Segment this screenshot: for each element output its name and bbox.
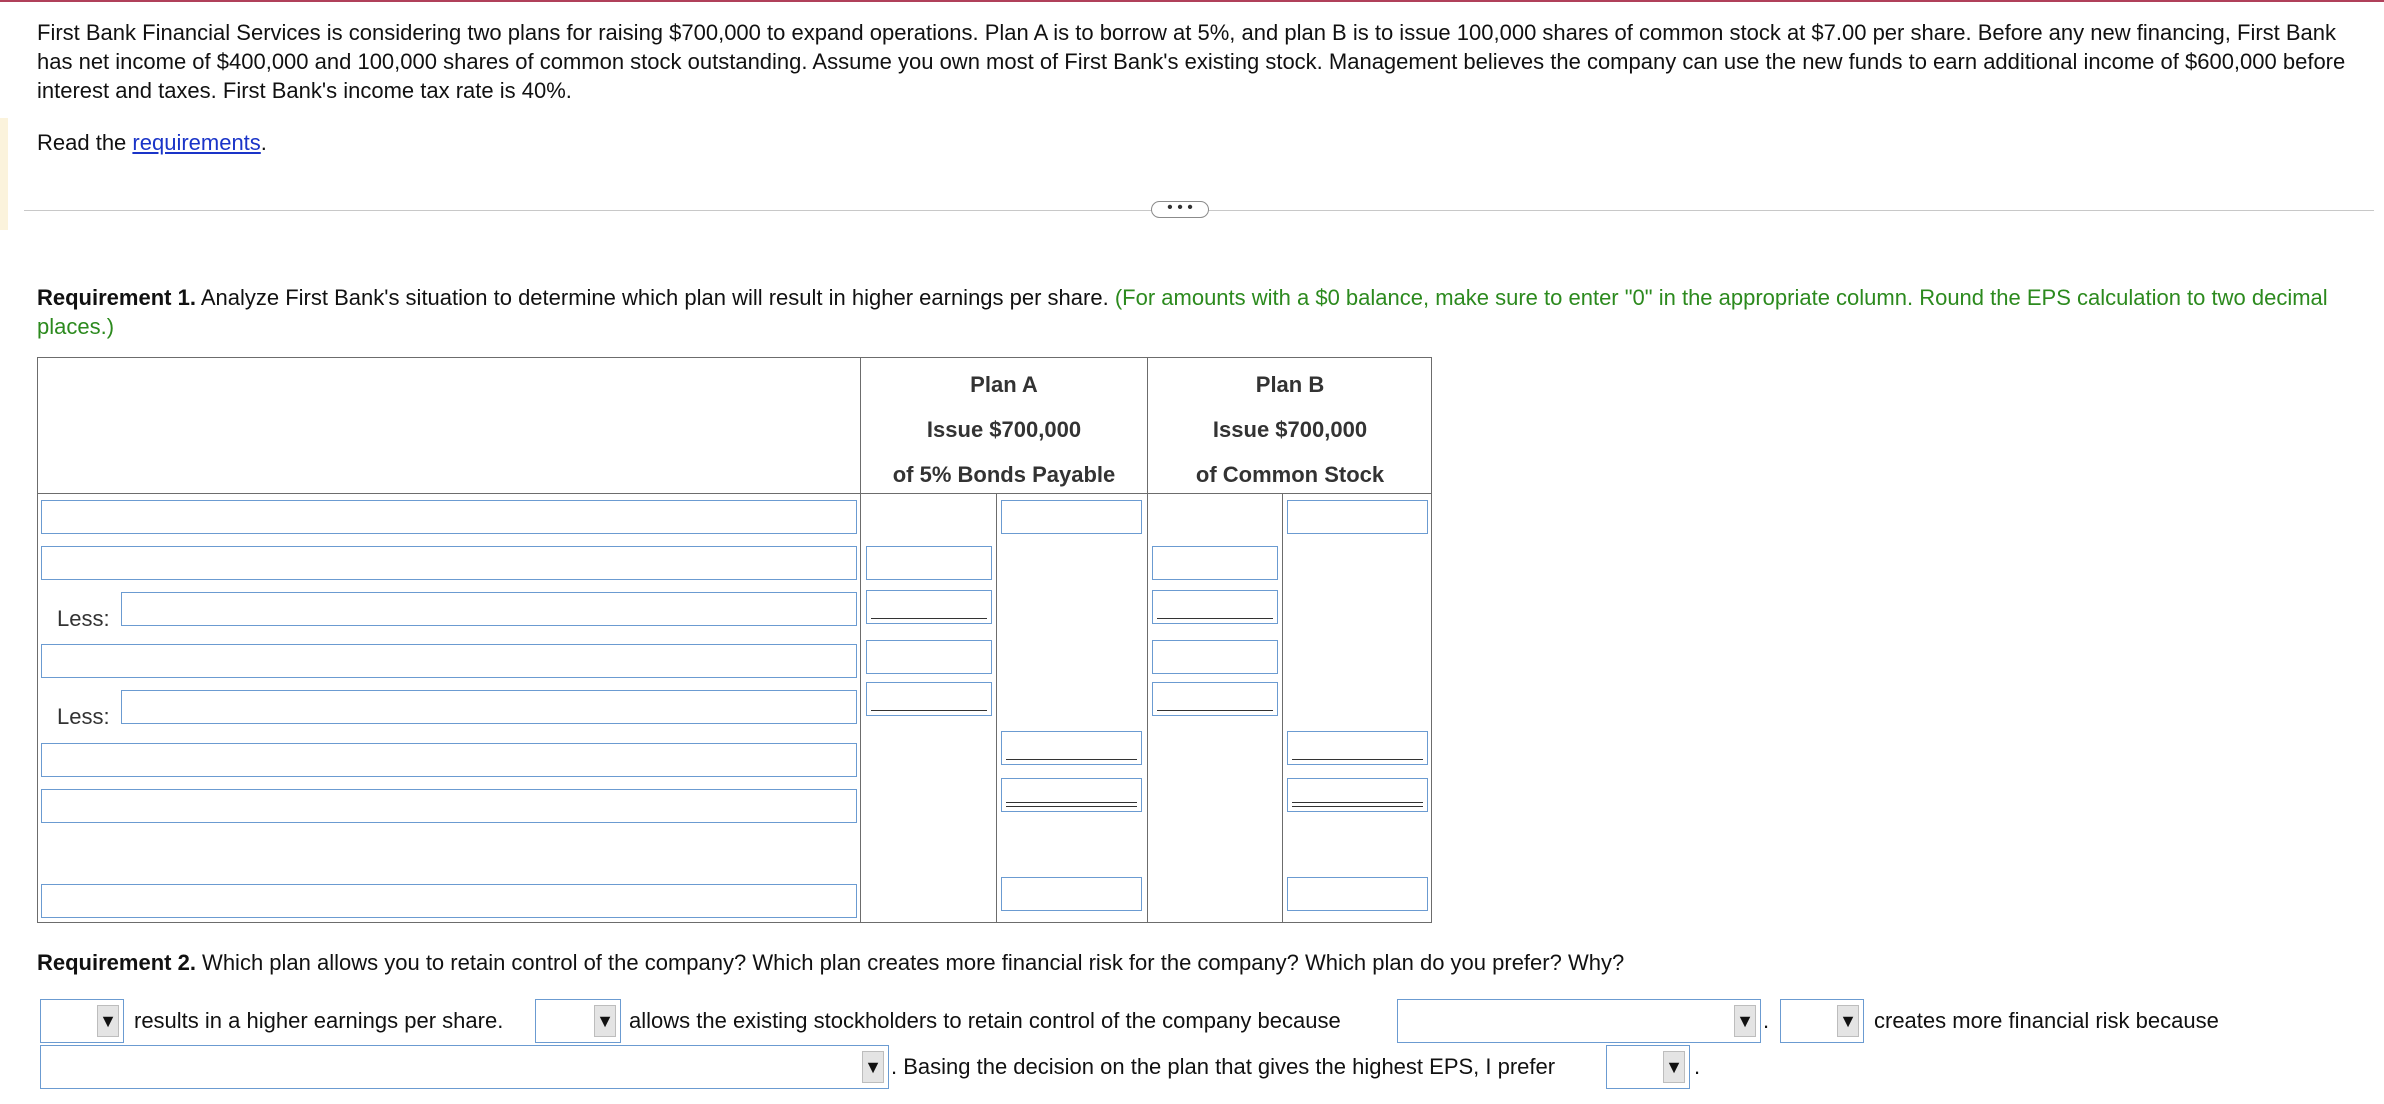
- row-8-label-input[interactable]: [41, 884, 857, 918]
- less-label: Less:: [57, 704, 110, 729]
- requirement-2-question: Which plan allows you to retain control of the company? Which plan creates more financial risk for the company? Which plan do you prefer? Why?: [195, 950, 1625, 975]
- row-5-label-input[interactable]: [121, 690, 857, 724]
- table-bottom-border: [37, 922, 861, 923]
- column-border: [996, 493, 997, 923]
- financial-risk-reason-select[interactable]: [40, 1045, 889, 1089]
- plan-b-row-4-input[interactable]: [1152, 640, 1278, 674]
- plan-a-description: of 5% Bonds Payable: [892, 462, 1116, 487]
- less-label: Less:: [57, 606, 110, 631]
- plan-b-header: [1148, 362, 1432, 497]
- row-3-label-input[interactable]: [121, 592, 857, 626]
- plan-b-row-1-total-input[interactable]: [1287, 500, 1428, 534]
- expand-dots-button[interactable]: • • •: [1151, 201, 1209, 218]
- sentence-retain-control: allows the existing stockholders to retain control of the company because: [629, 1008, 1341, 1033]
- chevron-down-icon: ▼: [1734, 1005, 1756, 1037]
- sentence-financial-risk: creates more financial risk because: [1874, 1008, 2219, 1033]
- requirement-1-note: (For amounts with a $0 balance, make sure to enter "0" in the appropriate column. Round the EPS calculation to two decimal places.): [37, 285, 2328, 339]
- chevron-down-icon: ▼: [594, 1005, 616, 1037]
- plan-a-header: [861, 362, 1147, 497]
- chevron-down-icon: ▼: [1837, 1005, 1859, 1037]
- plan-b-eps-input[interactable]: [1287, 778, 1428, 812]
- plan-a-title: Plan A: [970, 372, 1038, 397]
- row-2-label-input[interactable]: [41, 546, 857, 580]
- plan-b-net-income-input[interactable]: [1287, 731, 1428, 765]
- requirement-2-text: [37, 948, 1624, 977]
- sentence-higher-eps: results in a higher earnings per share.: [134, 1008, 504, 1033]
- plan-a-eps-input[interactable]: [1001, 778, 1142, 812]
- financial-risk-plan-select[interactable]: [1780, 999, 1864, 1043]
- preferred-plan-select[interactable]: [1606, 1045, 1690, 1089]
- plan-a-row-4-input[interactable]: [866, 640, 992, 674]
- sentence-end-period: .: [1694, 1054, 1701, 1079]
- row-7-label-input[interactable]: [41, 789, 857, 823]
- plan-b-title: Plan B: [1255, 372, 1325, 397]
- plan-a-row-1-total-input[interactable]: [1001, 500, 1142, 534]
- requirement-2-label: Requirement 2.: [37, 950, 196, 975]
- plan-b-row-5-input[interactable]: [1152, 682, 1278, 716]
- plan-a-net-income-input[interactable]: [1001, 731, 1142, 765]
- read-requirements: [37, 130, 267, 156]
- problem-description: First Bank Financial Services is considering two plans for raising $700,000 to expand operations. Plan A is to borrow at 5%, and plan B is to issue 100,000 shares of common stock at $7.00 per share. Before any new financing, First Bank has net income of $400,000 and 100,000 shares of common stock outstanding. Assume you own most of First Bank's existing stock. Management believes the company can use the new funds to earn additional income of $600,000 before interest and taxes. First Bank's income tax rate is 40%.: [37, 20, 2346, 103]
- row-6-label-input[interactable]: [41, 743, 857, 777]
- chevron-down-icon: ▼: [862, 1051, 884, 1083]
- plan-a-row-2-input[interactable]: [866, 546, 992, 580]
- plan-a-subtitle: Issue $700,000: [926, 417, 1082, 442]
- requirement-1-label: Requirement 1.: [37, 285, 196, 310]
- read-suffix: .: [260, 130, 267, 155]
- plan-b-subtitle: Issue $700,000: [1212, 417, 1368, 442]
- plan-b-row-3-input[interactable]: [1152, 590, 1278, 624]
- retain-control-reason-select[interactable]: [1397, 999, 1761, 1043]
- side-highlight-bar: [0, 118, 8, 230]
- plan-a-final-input[interactable]: [1001, 877, 1142, 911]
- chevron-down-icon: ▼: [97, 1005, 119, 1037]
- requirements-link[interactable]: requirements: [132, 130, 261, 155]
- sentence-prefer: . Basing the decision on the plan that gives the highest EPS, I prefer: [891, 1054, 1556, 1079]
- retain-control-plan-select[interactable]: [535, 999, 621, 1043]
- chevron-down-icon: ▼: [1663, 1051, 1685, 1083]
- column-border: [1282, 493, 1283, 923]
- plan-b-description: of Common Stock: [1195, 462, 1385, 487]
- requirement-1-question: Analyze First Bank's situation to determine which plan will result in higher earnings per share.: [195, 285, 1115, 310]
- row-4-label-input[interactable]: [41, 644, 857, 678]
- sentence-period: .: [1763, 1008, 1770, 1033]
- top-accent-line: [0, 0, 2384, 2]
- row-1-label-input[interactable]: [41, 500, 857, 534]
- read-prefix: Read the: [37, 130, 133, 155]
- requirement-1-text: [37, 283, 2357, 341]
- plan-a-row-3-input[interactable]: [866, 590, 992, 624]
- plan-b-final-input[interactable]: [1287, 877, 1428, 911]
- higher-eps-plan-select[interactable]: [40, 999, 124, 1043]
- plan-b-row-2-input[interactable]: [1152, 546, 1278, 580]
- plan-a-row-5-input[interactable]: [866, 682, 992, 716]
